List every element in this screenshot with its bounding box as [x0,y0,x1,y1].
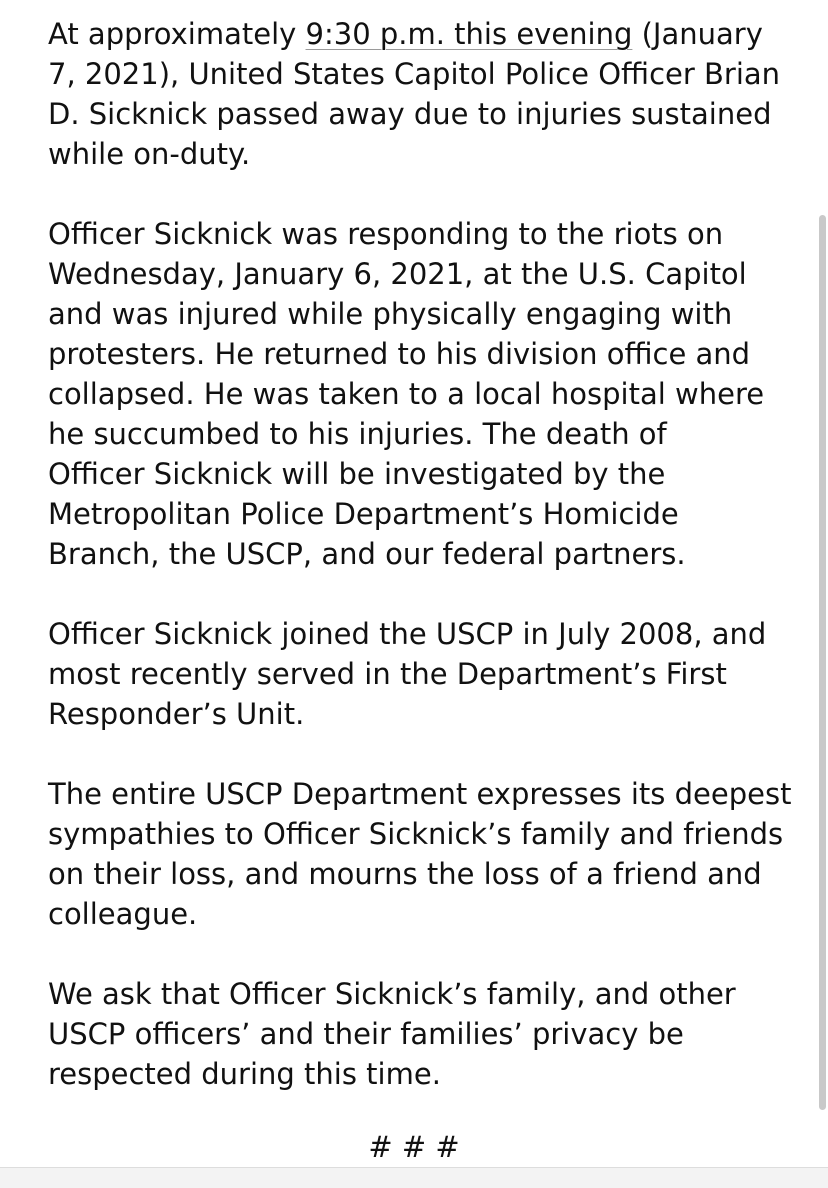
end-of-release-mark: # # # [368,1130,460,1164]
bottom-toolbar-edge [0,1167,828,1188]
paragraph-circumstances: Officer Sicknick was responding to the riots on Wednesday, January 6, 2021, at the U.S. Capitol and was injured while physically engaging with protesters. He returned to his division office and collapsed. He was taken to a local hospital where he succumbed to his injuries. The death of Officer Sicknick will be investigated by the Metropolitan Police Department’s Homicide Branch, the USCP, and our federal partners. [48,217,765,571]
scrollbar-thumb[interactable] [819,215,826,1110]
paragraph-announcement [48,14,818,174]
paragraph-privacy-request: We ask that Officer Sicknick’s family, and other USCP officers’ and their families’ privacy be respected during this time. [48,977,736,1091]
time-detected-link[interactable]: 9:30 p.m. this evening [305,17,633,51]
paragraph-service-history: Officer Sicknick joined the USCP in July 2008, and most recently served in the Department’s First Responder’s Unit. [48,617,767,731]
paragraph-announcement-rest: (January 7, 2021), United States Capitol Police Officer Brian D. Sicknick passed away due to injuries sustained while on-duty. [48,17,781,171]
paragraph-condolences: The entire USCP Department expresses its deepest sympathies to Officer Sicknick’s family and friends on their loss, and mourns the loss of a friend and colleague. [48,777,792,931]
press-release-body [48,14,818,1094]
paragraph-announcement-lead: At approximately [48,17,306,51]
